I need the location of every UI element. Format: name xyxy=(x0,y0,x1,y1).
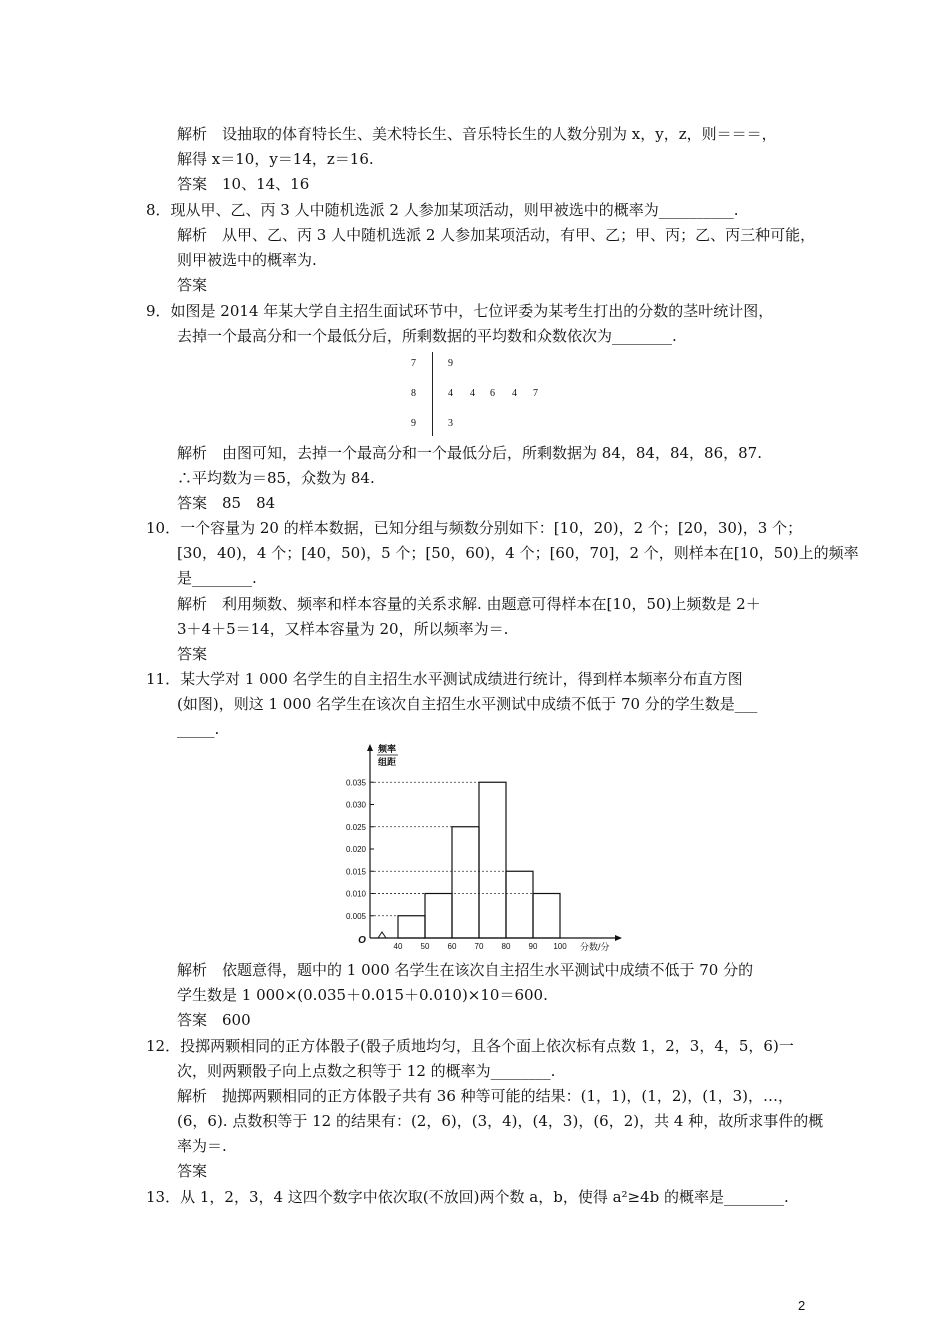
answer-8-analysis-line1: 解析 从甲、乙、丙 3 人中随机选派 2 人参加某项活动，有甲、乙；甲、丙；乙、丙三种可能， xyxy=(177,226,816,244)
answer-7-answer: 答案 10、14、16 xyxy=(177,175,310,193)
origin-label: O xyxy=(358,935,366,946)
answer-9-analysis-line1: 解析 由图可知，去掉一个最高分和一个最低分后，所剩数据为 84，84，84，86，87. xyxy=(177,444,762,462)
answer-9-answer: 答案 85 84 xyxy=(177,494,276,512)
answer-11-analysis-line1: 解析 依题意得，题中的 1 000 名学生在该次自主招生水平测试中成绩不低于 70 分的 xyxy=(177,961,754,979)
axis-break-mark xyxy=(378,932,386,938)
leaf: 7 xyxy=(533,388,538,399)
answer-11-analysis-line2: 学生数是 1 000×(0.035＋0.015＋0.010)×10＝600. xyxy=(177,986,548,1004)
leaf: 4 xyxy=(448,388,453,399)
stem-7: 7 xyxy=(411,358,416,369)
page-number: 2 xyxy=(798,1298,806,1313)
y-tick-label: 0.015 xyxy=(345,867,366,877)
answer-10-analysis-line2: 3＋4＋5＝14，又样本容量为 20，所以频率为＝. xyxy=(177,620,509,638)
stem-leaf-divider xyxy=(432,352,433,436)
stem-9: 9 xyxy=(411,418,416,429)
x-tick-label: 90 xyxy=(528,942,538,951)
stem-8: 8 xyxy=(411,388,416,399)
question-12-line2: 次，则两颗骰子向上点数之积等于 12 的概率为________. xyxy=(177,1062,556,1080)
frequency-histogram xyxy=(330,740,630,960)
question-12-line1: 12．投掷两颗相同的正方体骰子(骰子质地均匀，且各个面上依次标有点数 1，2，3，4，5，6)一 xyxy=(146,1037,794,1055)
answer-10-analysis-line1: 解析 利用频数、频率和样本容量的关系求解. 由题意可得样本在[10，50)上频数是 2＋ xyxy=(177,595,761,613)
y-tick-label: 0.005 xyxy=(345,911,366,921)
y-tick-label: 0.035 xyxy=(345,778,366,788)
x-tick-label: 80 xyxy=(501,942,511,951)
histogram-bar xyxy=(479,782,506,938)
answer-12-analysis-line1: 解析 抛掷两颗相同的正方体骰子共有 36 种等可能的结果：(1，1)，(1，2)，(1，3)，…， xyxy=(177,1087,793,1105)
answer-7-analysis-line2: 解得 x＝10，y＝14，z＝16. xyxy=(177,150,374,168)
answer-12-answer: 答案 xyxy=(177,1162,208,1180)
x-tick-label: 50 xyxy=(420,942,430,951)
answer-12-analysis-line2: (6，6). 点数积等于 12 的结果有：(2，6)，(3，4)，(4，3)，(6，2)，共 4 种，故所求事件的概 xyxy=(177,1112,824,1130)
x-tick-label: 70 xyxy=(474,942,484,951)
leaf: 6 xyxy=(490,388,495,399)
y-axis-title-bottom: 组距 xyxy=(378,757,397,767)
histogram-bar xyxy=(506,871,533,938)
question-8: 8．现从甲、乙、丙 3 人中随机选派 2 人参加某项活动，则甲被选中的概率为__________. xyxy=(146,201,739,219)
question-9-line2: 去掉一个最高分和一个最低分后，所剩数据的平均数和众数依次为________. xyxy=(177,327,677,345)
x-tick-label: 40 xyxy=(393,942,403,951)
answer-9-analysis-line2: ∴平均数为＝85，众数为 84. xyxy=(177,469,375,487)
question-10-line1: 10．一个容量为 20 的样本数据，已知分组与频数分别如下：[10，20)，2 个；[20，30)，3 个； xyxy=(146,519,803,537)
y-tick-label: 0.030 xyxy=(345,800,366,810)
histogram-bar xyxy=(398,916,425,938)
leaf: 4 xyxy=(470,388,475,399)
question-10-line2: [30，40)，4 个；[40，50)，5 个；[50，60)，4 个；[60，70]，2 个，则样本在[10，50)上的频率 xyxy=(177,544,859,562)
y-tick-label: 0.010 xyxy=(345,889,366,899)
answer-10-answer: 答案 xyxy=(177,645,208,663)
histogram-bar xyxy=(425,894,452,939)
leaf: 3 xyxy=(448,418,453,429)
y-tick-label: 0.020 xyxy=(345,845,366,854)
x-axis-arrow xyxy=(615,935,622,941)
question-13: 13．从 1，2，3，4 这四个数字中依次取(不放回)两个数 a，b，使得 a²≥4b 的概率是________. xyxy=(146,1188,789,1206)
y-tick-label: 0.025 xyxy=(345,822,366,832)
x-axis-title: 分数/分 xyxy=(580,942,610,952)
answer-11-answer: 答案 600 xyxy=(177,1011,251,1029)
leaf: 4 xyxy=(512,388,517,399)
question-11-line1: 11．某大学对 1 000 名学生的自主招生水平测试成绩进行统计，得到样本频率分布直方图 xyxy=(146,670,743,688)
answer-7-analysis-line1: 解析 设抽取的体育特长生、美术特长生、音乐特长生的人数分别为 x，y，z，则＝＝＝， xyxy=(177,125,777,143)
question-11-line2: (如图)，则这 1 000 名学生在该次自主招生水平测试中成绩不低于 70 分的学生数是___ xyxy=(177,695,758,713)
histogram-bar xyxy=(533,894,560,939)
question-9-line1: 9．如图是 2014 年某大学自主招生面试环节中，七位评委为某考生打出的分数的茎叶统计图， xyxy=(146,302,774,320)
question-10-line3: 是________. xyxy=(177,569,257,587)
answer-8-analysis-line2: 则甲被选中的概率为. xyxy=(177,251,317,269)
question-11-line3: _____. xyxy=(177,720,220,738)
histogram-bar xyxy=(452,827,479,938)
answer-8-answer: 答案 xyxy=(177,276,208,294)
y-axis-arrow xyxy=(367,744,373,751)
x-tick-label: 100 xyxy=(553,942,567,951)
leaf: 9 xyxy=(448,358,453,369)
answer-12-analysis-line3: 率为＝. xyxy=(177,1137,227,1155)
y-axis-title-top: 频率 xyxy=(378,744,397,754)
x-tick-label: 60 xyxy=(447,942,457,951)
